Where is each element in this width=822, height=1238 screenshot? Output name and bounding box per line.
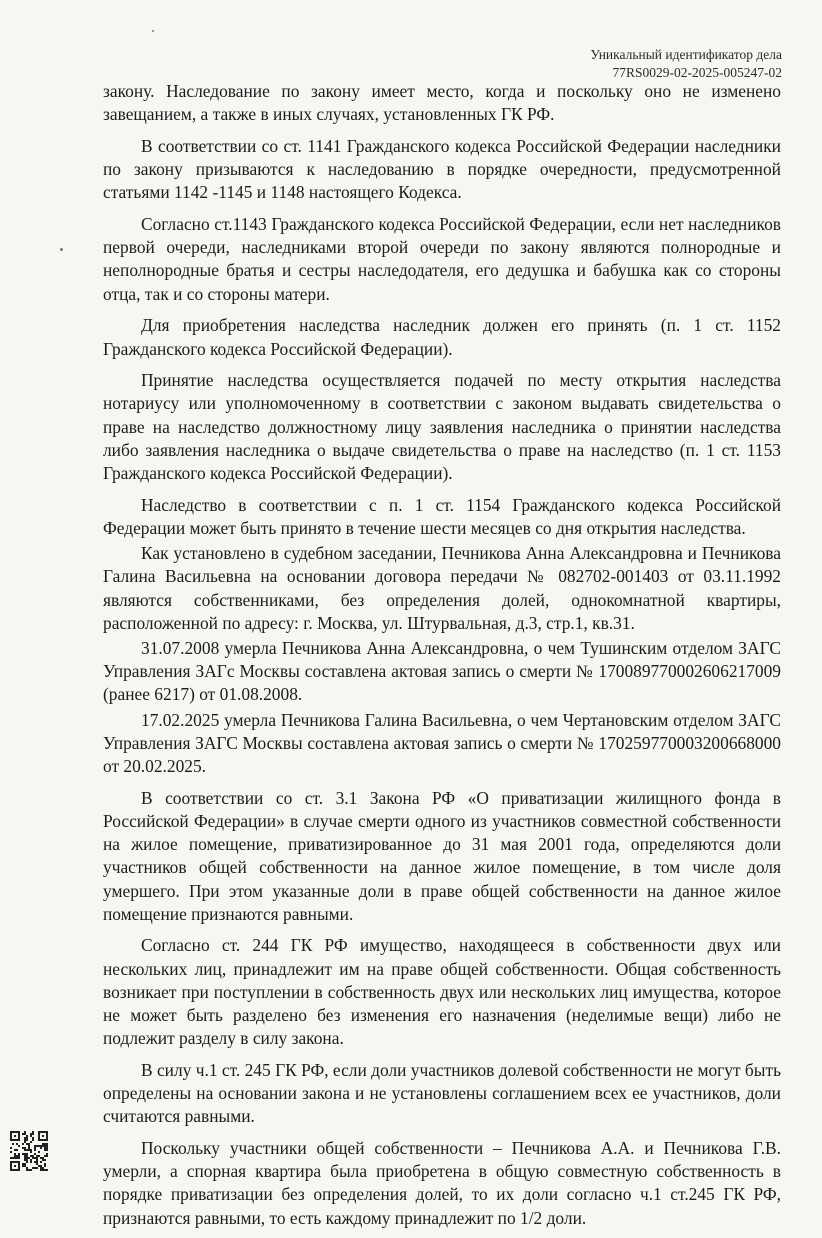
paragraph-5: Принятие наследства осуществляется подачей по месту открытия наследства нотариусу или уполномоченному в соответствии с законом выдавать свидетельства о праве на наследство должностному лицу заявления наследника о принятии наследства либо заявления наследника о выдаче свидетельства о праве на наследство (п. 1 ст. 1153 Гражданского кодекса Российской Федерации). bbox=[103, 370, 781, 484]
paragraph-7: Как установлено в судебном заседании, Печникова Анна Александровна и Печникова Галина Васильевна на основании договора передачи № 082702-001403 от 03.11.1992 являются собственниками, без определения долей, однокомнатной квартиры, расположенной по адресу: г. Москва, ул. Штурвальная, д.3, стр.1, кв.31. bbox=[103, 543, 781, 633]
document-body bbox=[103, 80, 781, 1238]
paragraph-1: закону. Наследование по закону имеет место, когда и поскольку оно не изменено завещанием, а также в иных случаях, установленных ГК РФ. bbox=[103, 81, 781, 125]
qr-code-icon bbox=[10, 1131, 48, 1171]
scan-speck bbox=[60, 248, 63, 251]
paragraph-2: В соответствии со ст. 1141 Гражданского кодекса Российской Федерации наследники по закону призываются к наследованию в порядке очередности, предусмотренной статьями 1142 -1145 и 1148 настоящего Кодекса. bbox=[103, 135, 781, 203]
paragraph-3: Согласно ст.1143 Гражданского кодекса Российской Федерации, если нет наследников первой очереди, наследниками второй очереди по закону являются полнородные и неполнородные братья и сестры наследодателя, его дедушка и бабушка как со стороны отца, так и со стороны матери. bbox=[103, 214, 781, 304]
paragraph-8: 31.07.2008 умерла Печникова Анна Александровна, о чем Тушинским отделом ЗАГС Управления ЗАГс Москвы составлена актовая запись о смерти № 170089770002606217009 (ранее 6217) от 01.08.2008. bbox=[103, 637, 781, 705]
case-id-header bbox=[590, 46, 782, 82]
paragraph-6: Наследство в соответствии с п. 1 ст. 1154 Гражданского кодекса Российской Федерации может быть принято в течение шести месяцев со дня открытия наследства. bbox=[103, 494, 781, 538]
paragraph-10: В соответствии со ст. 3.1 Закона РФ «О приватизации жилищного фонда в Российской Федерации» в случае смерти одного из участников совместной собственности на жилое помещение, приватизированное до 31 мая 2001 года, определяются доли участников общей собственности на данное жилое помещение, в том числе доля умершего. При этом указанные доли в праве общей собственности на данное жилое помещение признаются равными. bbox=[103, 787, 781, 924]
case-id-label: Уникальный идентификатор дела bbox=[590, 47, 782, 62]
paragraph-9: 17.02.2025 умерла Печникова Галина Васильевна, о чем Чертановским отделом ЗАГС Управления ЗАГС Москвы составлена актовая запись о смерти № 170259770003200668000 от 20.02.2025. bbox=[103, 709, 781, 776]
paragraph-13: Поскольку участники общей собственности – Печникова А.А. и Печникова Г.В. умерли, а спорная квартира была приобретена в общую совместную собственность в порядке приватизации без определения долей, то их доли согласно ч.1 ст.245 ГК РФ, признаются равными, то есть каждому принадлежит по 1/2 доли. bbox=[103, 1138, 781, 1228]
paragraph-4: Для приобретения наследства наследник должен его принять (п. 1 ст. 1152 Гражданского кодекса Российской Федерации). bbox=[103, 315, 781, 359]
case-id-value: 77RS0029-02-2025-005247-02 bbox=[612, 65, 782, 80]
paragraph-12: В силу ч.1 ст. 245 ГК РФ, если доли участников долевой собственности не могут быть определены на основании закона и не установлены соглашением всех ее участников, доли считаются равными. bbox=[103, 1059, 781, 1127]
scan-speck bbox=[152, 30, 154, 32]
paragraph-11: Согласно ст. 244 ГК РФ имущество, находящееся в собственности двух или нескольких лиц, принадлежит им на праве общей собственности. Общая собственность возникает при поступлении в собственность двух или нескольких лиц имущества, которое не может быть разделено без изменения его назначения (неделимые вещи) либо не подлежит разделу в силу закона. bbox=[103, 935, 781, 1049]
